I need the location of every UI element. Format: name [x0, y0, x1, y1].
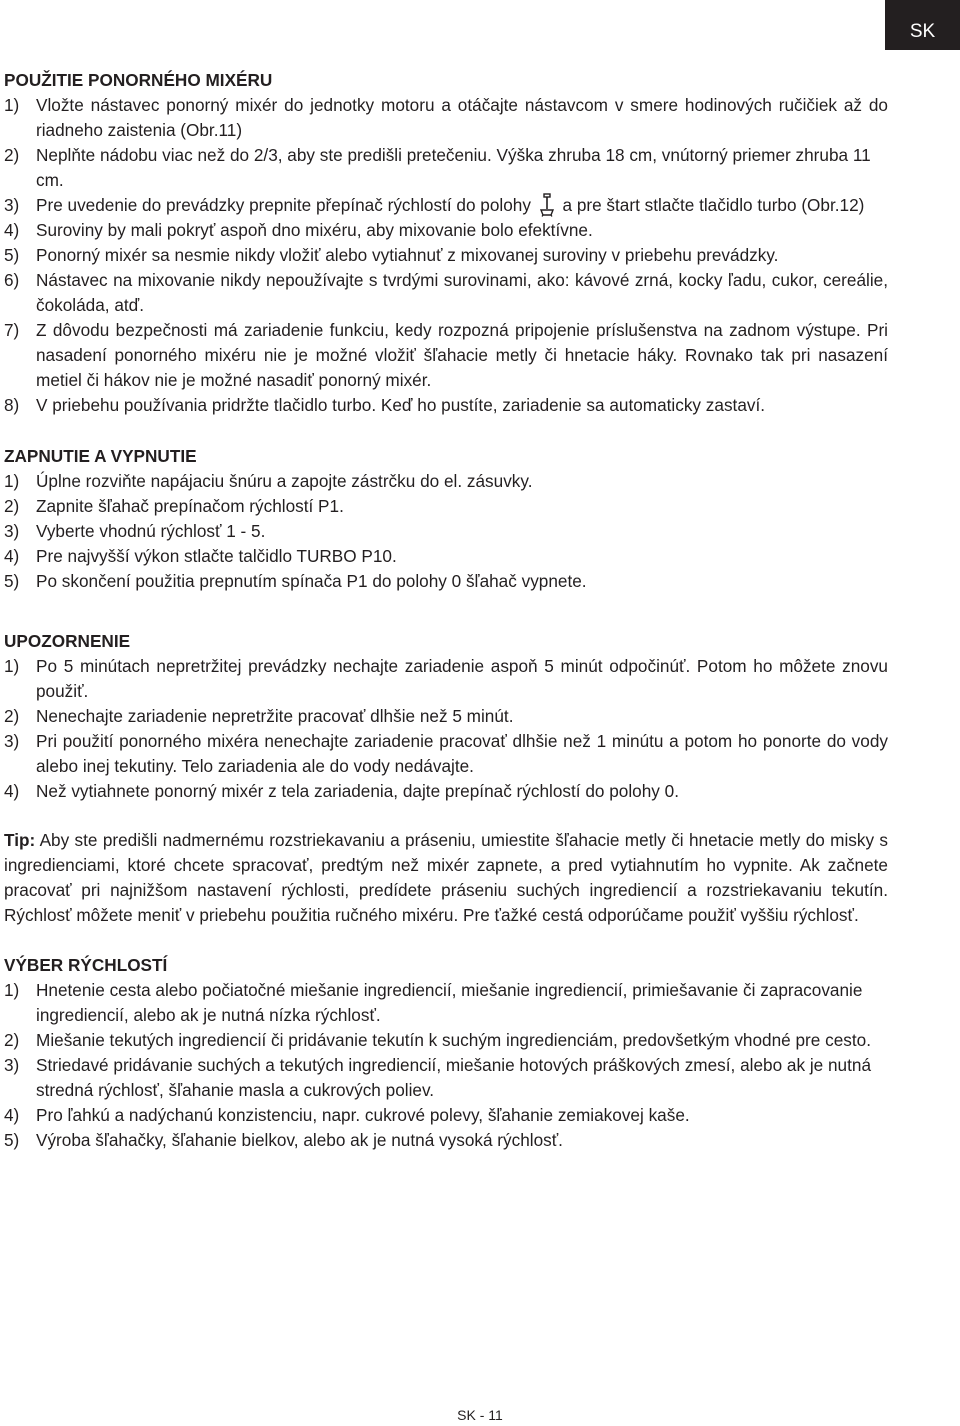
- item-number: 1): [4, 471, 20, 491]
- section-title-on-off: ZAPNUTIE A VYPNUTIE: [4, 446, 197, 466]
- item-number: 3): [4, 1055, 20, 1075]
- list-warning: [4, 654, 888, 804]
- list-item: [4, 704, 888, 729]
- tip-paragraph: [4, 828, 888, 928]
- item-number: 2): [4, 706, 20, 726]
- item-text: Ponorný mixér sa nesmie nikdy vložiť alebo vytiahnuť z mixovanej suroviny v priebehu prevádzky.: [36, 245, 779, 265]
- item-text: Nenechajte zariadenie nepretržite pracovať dlhšie než 5 minút.: [36, 706, 514, 726]
- item-number: 7): [4, 320, 20, 340]
- tip-text: Aby ste predišli nadmernému rozstriekavaniu a práseniu, umiestite šľahacie metly či hnetacie metly do misky s ingredienciami, ktoré chcete spracovať, predtým než mixér zapnete, a pred vytiahnutím ho vypnite. Ak začnete pracovať pri najnižšom nastavení rýchlosti, predídete práseniu suchých ingrediencií a rozstriekavaniu tekutín. Rýchlosť môžete meniť v priebehu použitia ručného mixéru. Pre ťažké cestá odporúčame použiť vyššiu rýchlosť.: [4, 830, 889, 925]
- list-item: [4, 1028, 888, 1053]
- item-text: Výroba šľahačky, šľahanie bielkov, alebo ak je nutná vysoká rýchlosť.: [36, 1130, 563, 1150]
- item-number: 1): [4, 95, 20, 115]
- list-item: [4, 93, 888, 143]
- language-tab-label: SK: [909, 21, 936, 42]
- list-immersion-mixer: [4, 93, 888, 418]
- item-text: Z dôvodu bezpečnosti má zariadenie funkciu, kedy rozpozná pripojenie príslušenstva na zadnom výstupe. Pri nasadení ponorného mixéru nie je možné vložiť šľahacie metly či hnetacie háky. Rovnako tak pri nasazení metiel či hákov nie je možné nasadiť ponorný mixér.: [36, 320, 888, 390]
- list-item: [4, 268, 888, 318]
- list-item: [4, 978, 888, 1028]
- tip-label: Tip:: [4, 830, 36, 850]
- item-text: Po skončení použitia prepnutím spínača P1 do polohy 0 šľahač vypnete.: [36, 571, 587, 591]
- list-item: [4, 654, 888, 704]
- item-number: 2): [4, 145, 20, 165]
- item-text: [36, 193, 888, 218]
- hand-mixer-icon: [538, 193, 556, 217]
- list-speed-selection: [4, 978, 888, 1153]
- item-number: 4): [4, 1105, 20, 1125]
- item-text-before-icon: Pre uvedenie do prevádzky prepnite přepínač rýchlostí do polohy: [36, 195, 531, 215]
- item-text: Pri použití ponorného mixéra nenechajte zariadenie pracovať dlhšie než 1 minútu a potom ho ponorte do vody alebo inej tekutiny. Telo zariadenia ale do vody nedávajte.: [36, 731, 888, 776]
- item-number: 2): [4, 1030, 20, 1050]
- item-text: Než vytiahnete ponorný mixér z tela zariadenia, dajte prepínač rýchlostí do polohy 0.: [36, 781, 679, 801]
- item-number: 5): [4, 571, 20, 591]
- item-text: Zapnite šľahač prepínačom rýchlostí P1.: [36, 496, 344, 516]
- item-text: Suroviny by mali pokryť aspoň dno mixéru, aby mixovanie bolo efektívne.: [36, 220, 593, 240]
- section-spacer: [4, 594, 888, 629]
- list-item: [4, 1103, 888, 1128]
- list-item: [4, 494, 888, 519]
- section-spacer: [4, 804, 888, 828]
- language-tab: [885, 0, 960, 50]
- item-number: 5): [4, 1130, 20, 1150]
- section-spacer: [4, 928, 888, 953]
- item-text: Vyberte vhodnú rýchlosť 1 - 5.: [36, 521, 266, 541]
- page-number: SK - 11: [457, 1407, 503, 1423]
- item-text: Nástavec na mixovanie nikdy nepoužívajte s tvrdými surovinami, ako: kávové zrná, kocky ľadu, cukor, cereálie, čokoláda, atď.: [36, 270, 888, 315]
- manual-page-content: [4, 68, 888, 1153]
- item-text: Miešanie tekutých ingrediencií či pridávanie tekutín k suchým ingredienciám, predovšetkým vhodné pre cesto.: [36, 1030, 871, 1050]
- item-number: 4): [4, 546, 20, 566]
- list-item: [4, 544, 888, 569]
- list-item: [4, 393, 888, 418]
- list-item: [4, 243, 888, 268]
- section-title-speed-selection: VÝBER RÝCHLOSTÍ: [4, 955, 168, 975]
- list-item: [4, 729, 888, 779]
- item-number: 2): [4, 496, 20, 516]
- item-text: Pre najvyšší výkon stlačte talčidlo TURBO P10.: [36, 546, 397, 566]
- item-text: Po 5 minútach nepretržitej prevádzky nechajte zariadenie aspoň 5 minút odpočinúť. Potom ho môžete znovu použiť.: [36, 656, 888, 701]
- item-text: Vložte nástavec ponorný mixér do jednotky motoru a otáčajte nástavcom v smere hodinových ručičiek až do riadneho zaistenia (Obr.11): [36, 95, 888, 140]
- list-item: [4, 779, 888, 804]
- item-text: Pro ľahkú a nadýchanú konzistenciu, napr. cukrové polevy, šľahanie zemiakovej kaše.: [36, 1105, 690, 1125]
- item-text: Hnetenie cesta alebo počiatočné miešanie ingrediencií, miešanie ingrediencií, primiešavanie či zapracovanie ingrediencií, alebo ak je nutná nízka rýchlosť.: [36, 980, 863, 1025]
- list-item: [4, 519, 888, 544]
- list-item: [4, 469, 888, 494]
- item-number: 8): [4, 395, 20, 415]
- section-title-immersion-mixer: POUŽITIE PONORNÉHO MIXÉRU: [4, 70, 273, 90]
- item-number: 1): [4, 656, 20, 676]
- item-text: Neplňte nádobu viac než do 2/3, aby ste predišli pretečeniu. Výška zhruba 18 cm, vnútorný priemer zhruba 11 cm.: [36, 145, 871, 190]
- item-text-after-icon: a pre štart stlačte tlačidlo turbo (Obr.12): [562, 195, 865, 215]
- item-number: 4): [4, 220, 20, 240]
- item-number: 5): [4, 245, 20, 265]
- item-number: 3): [4, 731, 20, 751]
- list-item: [4, 569, 888, 594]
- section-title-warning: UPOZORNENIE: [4, 631, 131, 651]
- item-number: 4): [4, 781, 20, 801]
- item-number: 3): [4, 195, 20, 215]
- section-spacer: [4, 418, 888, 444]
- item-number: 3): [4, 521, 20, 541]
- list-item: [4, 1053, 888, 1103]
- list-on-off: [4, 469, 888, 594]
- item-number: 1): [4, 980, 20, 1000]
- item-text: Úplne rozviňte napájaciu šnúru a zapojte zástrčku do el. zásuvky.: [36, 471, 533, 491]
- item-number: 6): [4, 270, 20, 290]
- list-item: [4, 218, 888, 243]
- list-item: [4, 143, 888, 193]
- item-text: Striedavé pridávanie suchých a tekutých ingrediencií, miešanie hotových práškových zmesí, alebo ak je nutná stredná rýchlosť, šľahanie masla a cukrových poliev.: [36, 1055, 872, 1100]
- list-item: [4, 1128, 888, 1153]
- item-text: V priebehu používania pridržte tlačidlo turbo. Keď ho pustíte, zariadenie sa automaticky zastaví.: [36, 395, 766, 415]
- list-item: [4, 193, 888, 218]
- list-item: [4, 318, 888, 393]
